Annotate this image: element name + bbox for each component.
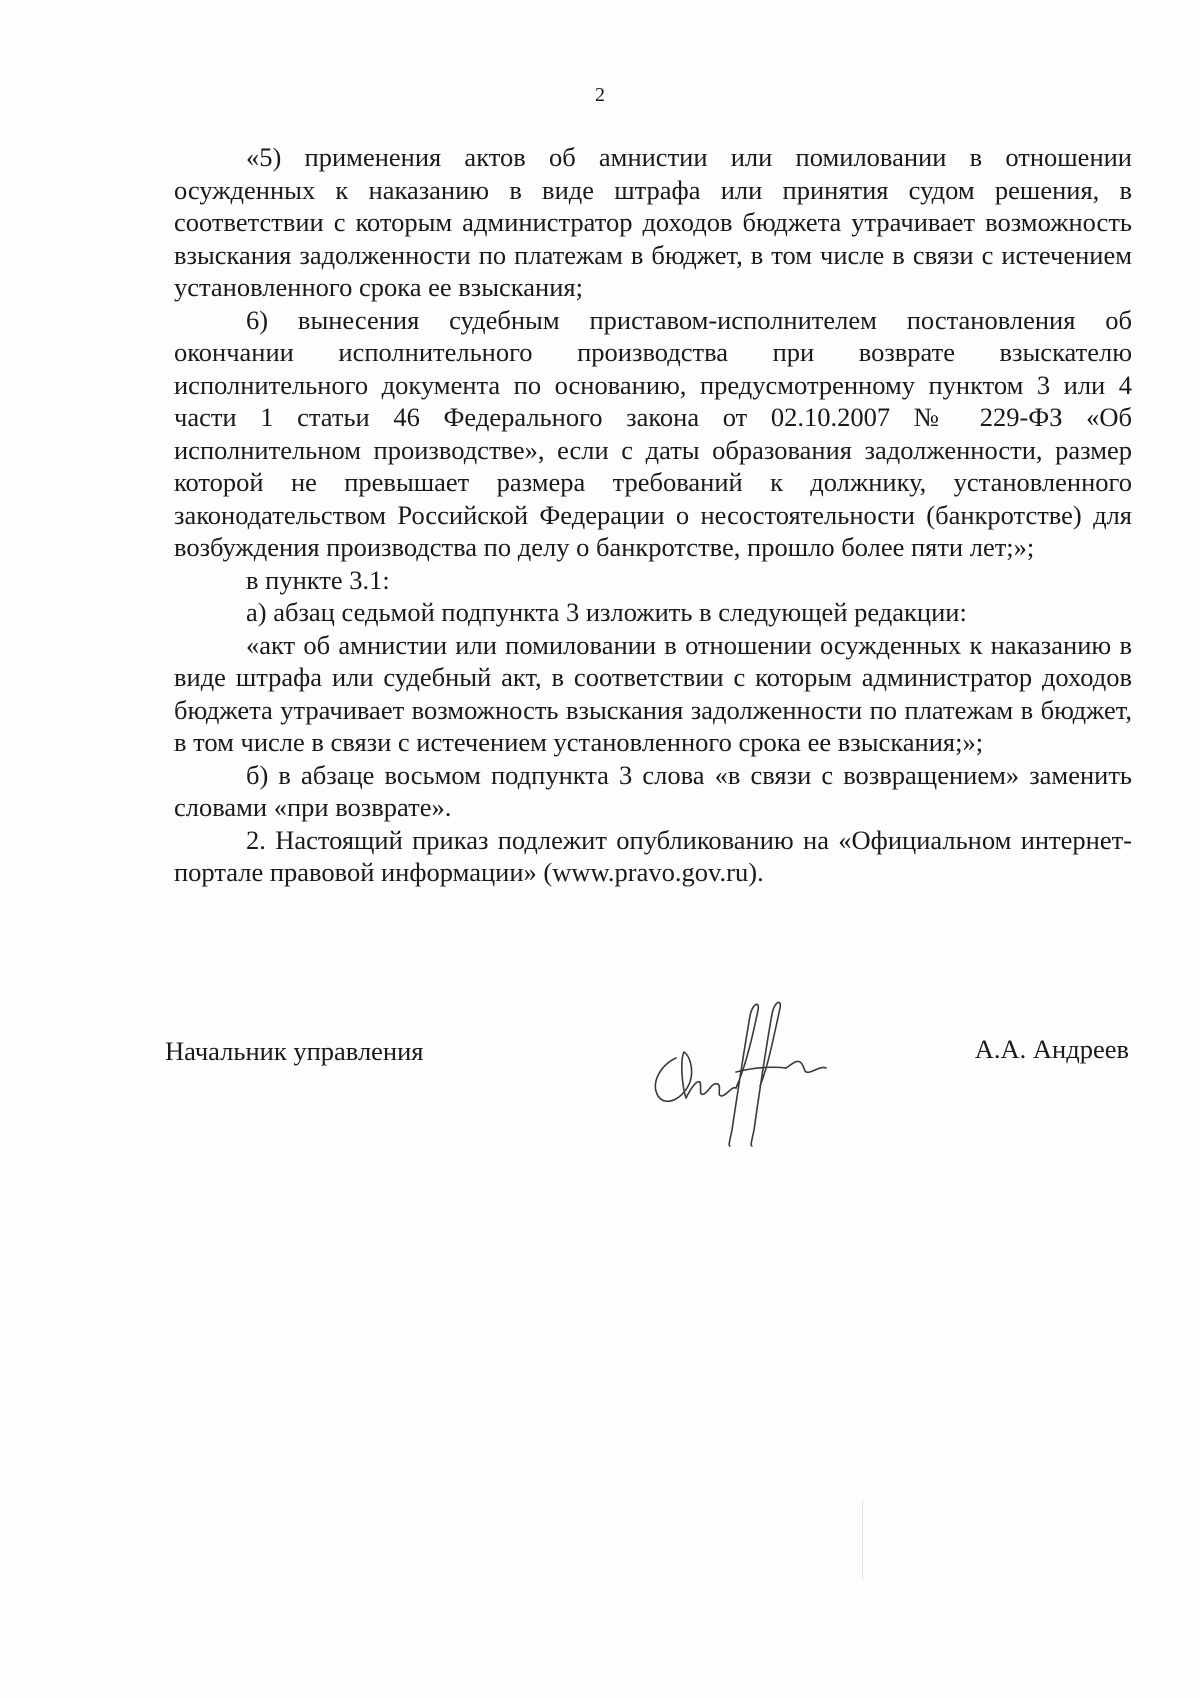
paragraph-subpoint-b: б) в абзаце восьмом подпункта 3 слова «в связи с возвращением» заменить словами «при возврате». <box>174 759 1132 822</box>
paragraph-item-6: 6) вынесения судебным приставом-исполнителем постановления об окончании исполнительного производства при возврате взыскателю исполнительного документа по основанию, предусмотренному пунктом 3 или 4 части 1 статьи 46 Федерального закона от 02.10.2007 № 229-ФЗ «Об исполнительном производстве», если с даты образования задолженности, размер которой не превышает размера требований к должнику, установленного законодательством Российской Федерации о несостоятельности (банкротстве) для возбуждения производства по делу о банкротстве, прошло более пяти лет;»; <box>174 304 1132 562</box>
handwritten-signature-icon <box>640 990 830 1150</box>
scan-artifact-line <box>862 1500 863 1580</box>
paragraph-item-5: «5) применения актов об амнистии или помиловании в отношении осужденных к наказанию в виде штрафа или принятия судом решения, в соответствии с которым администратор доходов бюджета утрачивает возможность взыскания задолженности по платежам в бюджет, в том числе в связи с истечением установленного срока ее взыскания; <box>174 142 1132 302</box>
signer-position: Начальник управления <box>165 1036 424 1066</box>
page-number: 2 <box>595 84 605 106</box>
paragraph-subpoint-a: а) абзац седьмой подпункта 3 изложить в следующей редакции: <box>246 597 967 627</box>
signer-name: А.А. Андреев <box>974 1034 1129 1064</box>
document-body <box>174 141 1132 889</box>
signature-block <box>0 990 1200 1160</box>
paragraph-clause-2: 2. Настоящий приказ подлежит опубликованию на «Официальном интернет-портале правовой информации» (www.pravo.gov.ru). <box>174 824 1132 887</box>
paragraph-quoted-act: «акт об амнистии или помиловании в отношении осужденных к наказанию в виде штрафа или судебный акт, в соответствии с которым администратор доходов бюджета утрачивает возможность взыскания задолженности по платежам в бюджет, в том числе в связи с истечением установленного срока ее взыскания;»; <box>174 629 1132 757</box>
paragraph-point-3-1: в пункте 3.1: <box>246 564 390 595</box>
